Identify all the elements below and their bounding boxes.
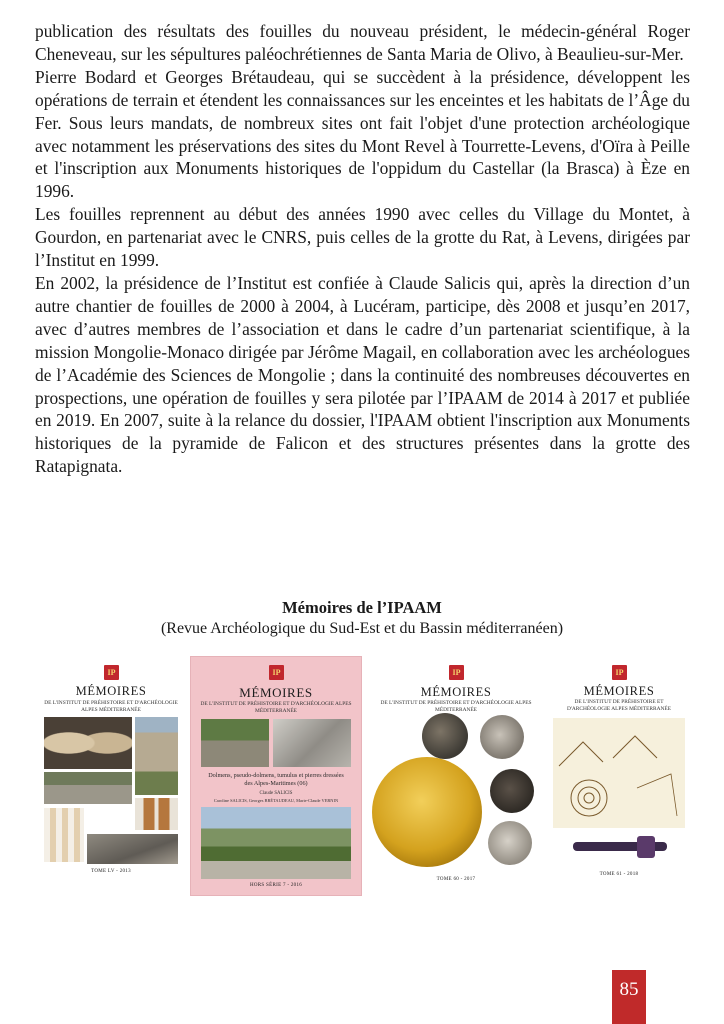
gold-solidus-coin-photo [372,757,482,867]
ipaam-logo-icon: IP [612,665,627,680]
cover-tome-label: HORS SÉRIE 7 - 2016 [249,883,303,888]
engraved-drawing-illustration [553,718,685,828]
cover-subtitle: DE L'INSTITUT DE PRÉHISTOIRE ET D'ARCHÉOLOGIE ALPES MÉDITERRANÉE [200,701,352,714]
cover-tome-60 [370,663,542,890]
silver-coin-cross-photo [480,715,524,759]
stone-dolmen-photo [44,772,132,804]
standing-stone-photo [273,719,351,767]
cover-contributors: Caroline SALICIS, Georges BRÉTAUDEAU, Marie-Claude VERNIN [213,798,339,803]
cover-tome-label: TOME LV - 2013 [91,869,131,874]
page-number: 85 [612,970,646,1024]
cover-title: MÉMOIRES [583,684,655,698]
paragraph-1: publication des résultats des fouilles du nouveau président, le médecin-général Roger Cheneveau, sur les sépultures paléochrétiennes de Santa Maria de Olivo, à Beaulieu-sur-Mer. [35,21,690,64]
mountain-landscape-photo [201,807,351,879]
body-text [35,20,690,478]
dolmen-forest-photo [201,719,269,767]
cover-title: MÉMOIRES [239,685,313,700]
ipaam-logo-icon: IP [269,665,284,680]
silver-coin-photo [488,821,532,865]
caption-subtitle: (Revue Archéologique du Sud-Est et du Bassin méditerranéen) [160,620,564,637]
metal-artifact-photo [567,832,677,864]
rock-rubble-photo [87,834,178,864]
bone-figurines-photo [44,808,84,862]
ipaam-logo-icon: IP [104,665,119,680]
paragraph-2: Pierre Bodard et Georges Brétaudeau, qui se succèdent à la présidence, développent les opérations de terrain et étendent les connaissances sur les enceintes et les habitats de l’Âge du Fer. Sous leurs mandats, de nombreux sites ont fait l'objet d'une protection archéologique avec notamment les préservations des sites du Mont Revel à Tourrette-Levens, d'Oïra à Peille et l'inscription aux Monuments historiques de l'oppidum du Castellar (la Brasca) à Èze en 1996. [35,66,690,202]
caption-title: Mémoires de l’IPAAM [282,598,442,617]
paragraph-4: En 2002, la présidence de l’Institut est confiée à Claude Salicis qui, après la direction d’un autre chantier de fouilles de 2000 à 2004, à Lucéram, participe, dès 2008 et jusqu’en 2017, avec d’autres membres de l’association et dans le cadre d’un partenariat scientifique, à la mission Mongolie-Monaco dirigée par Jérôme Magail, en collaboration avec les archéologues de l’Académie des Sciences de Mongolie ; dans la continuité des nombreuses découvertes en prospections, une opération de fouilles y sera pilotée par l’IPAAM de 2014 à 2017 et publiée en 2019. En 2007, suite à la relance du dossier, l'IPAAM obtient l'inscription aux Monuments historiques de la pyramide de Falicon et des structures présentes dans la grotte des Ratapignata. [35,272,690,477]
cover-tome-61 [549,660,689,888]
cover-tome-label: TOME 60 - 2017 [436,877,476,882]
cover-subtitle: DE L'INSTITUT DE PRÉHISTOIRE ET D'ARCHÉOLOGIE ALPES MÉDITERRANÉE [567,699,671,712]
cover-subtitle: DE L'INSTITUT DE PRÉHISTOIRE ET D'ARCHÉOLOGIE ALPES MÉDITERRANÉE [380,700,532,713]
bronze-coin-photo [422,713,468,759]
paragraph-3: Les fouilles reprennent au début des années 1990 avec celles du Village du Montet, à Gourdon, en partenariat avec le CNRS, puis celles de la grotte du Rat, à Levens, dirigées par l’Institut en 1999. [35,204,690,271]
cover-title: MÉMOIRES [420,685,492,699]
dark-coin-photo [490,769,534,813]
cover-subtitle: DE L'INSTITUT DE PRÉHISTOIRE ET D'ARCHÉOLOGIE ALPES MÉDITERRANÉE [44,700,178,713]
cover-inner-title: Dolmens, pseudo-dolmens, tumulus et pierres dressées des Alpes-Maritimes (06) [208,772,344,787]
cover-tome-55 [38,662,184,880]
carved-wooden-statuettes-photo [135,798,178,830]
chapel-tower-photo [135,717,178,795]
carved-stone-heads-photo [44,717,132,769]
cover-title: MÉMOIRES [75,684,147,698]
cover-hors-serie-7 [191,657,361,895]
ipaam-logo-icon: IP [449,665,464,680]
cover-tome-label: TOME 61 - 2018 [599,872,639,877]
cover-author: Claude SALICIS [259,791,293,796]
